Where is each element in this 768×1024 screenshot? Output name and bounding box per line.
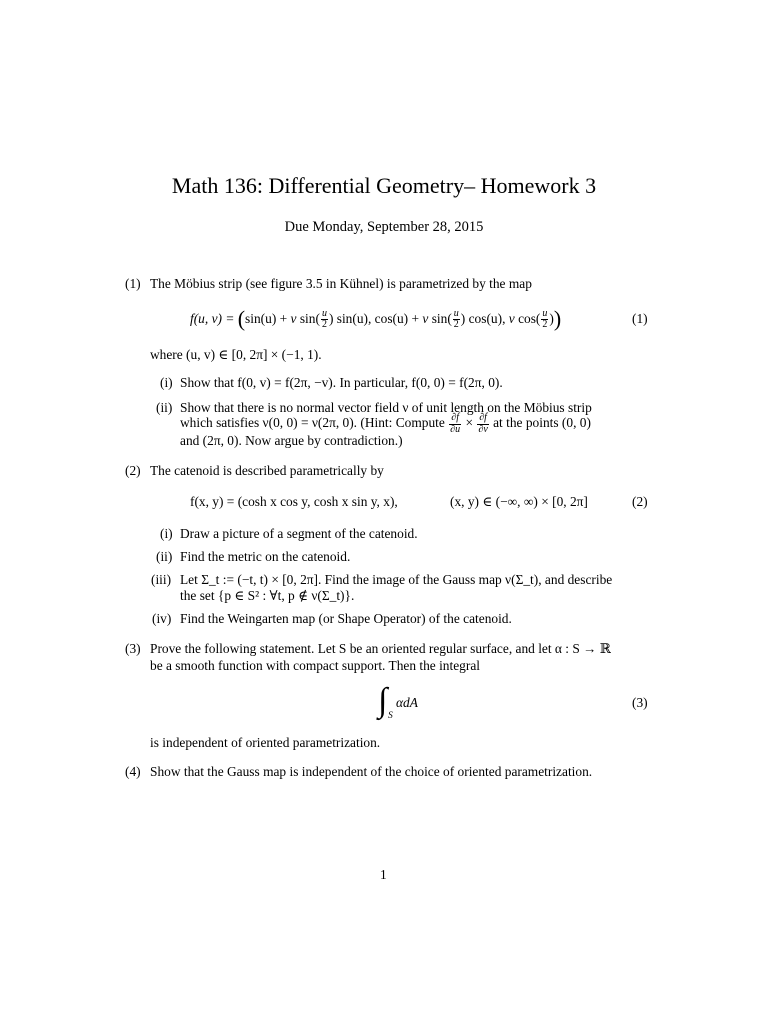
eq1-part2: sin( <box>296 311 320 326</box>
problem-3-line2: be a smooth function with compact support. Then the integral <box>150 658 480 673</box>
eq1-lhs: f(u, v) = <box>190 311 238 326</box>
equation-1-number: (1) <box>632 311 648 326</box>
problem-2-part-ii-text: Find the metric on the catenoid. <box>180 549 351 564</box>
problem-2-part-i-text: Draw a picture of a segment of the catenoid. <box>180 526 418 541</box>
equation-2-number: (2) <box>632 494 648 509</box>
problem-1-part-ii-line1: Show that there is no normal vector field ν of unit length on the Möbius strip <box>180 400 592 415</box>
problem-1-part-ii-label: (ii) <box>156 400 173 415</box>
problem-2-number: (2) <box>125 463 141 478</box>
problem-2-part-iv-text: Find the Weingarten map (or Shape Operator) of the catenoid. <box>180 611 512 626</box>
equation-2-domain: (x, y) ∈ (−∞, ∞) × [0, 2π] <box>450 494 588 509</box>
problem-4-text: Show that the Gauss map is independent of the choice of oriented parametrization. <box>150 764 593 779</box>
partial-f-partial-v: $\frac{\partial f}{\partial v}$ <box>478 412 488 435</box>
eq1-part3: ) sin(u), cos(u) + <box>328 311 423 326</box>
problem-1-part-ii-line3: and (2π, 0). Now argue by contradiction.) <box>180 433 403 448</box>
problem-1-intro: The Möbius strip (see figure 3.5 in Kühnel) is parametrized by the map <box>150 276 532 291</box>
eq1-part6: cos( <box>514 311 541 326</box>
equation-2: f(x, y) = (cosh x cos y, cosh x sin y, x), <box>190 494 398 509</box>
problem-1-part-i-label: (i) <box>160 375 173 390</box>
eq1-part5: ) cos(u), <box>460 311 509 326</box>
problem-1-part-ii-line2: which satisfies ν(0, 0) = ν(2π, 0). (Hint: Compute $\frac{\partial f}{\partial u}$ × $\frac{\partial f}{\partial v}$ at the points (0, 0) <box>180 412 591 435</box>
due-date: Due Monday, September 28, 2015 <box>284 219 484 235</box>
problem-2-part-iii-line1: Let Σ_t := (−t, t) × [0, 2π]. Find the image of the Gauss map ν(Σ_t), and describe <box>180 572 613 587</box>
equation-3-number: (3) <box>632 695 648 710</box>
problem-1-domain: where (u, v) ∈ [0, 2π] × (−1, 1). <box>150 347 322 362</box>
integral-body: αdA <box>396 695 418 710</box>
problem-2-part-iii-label: (iii) <box>151 572 172 587</box>
problem-1-part-i-text: Show that f(0, v) = f(2π, −v). In particular, f(0, 0) = f(2π, 0). <box>180 375 503 390</box>
eq1-part1: sin(u) + <box>245 311 291 326</box>
problem-4-number: (4) <box>125 764 141 779</box>
fraction-u-over-2: $\frac{u}{2}$ <box>453 307 459 331</box>
fraction-u-over-2: $\frac{u}{2}$ <box>542 307 548 331</box>
problem-3-number: (3) <box>125 641 141 656</box>
problem-2-part-i-label: (i) <box>160 526 173 541</box>
problem-2-part-iii-line2: the set {p ∈ S² : ∀t, p ∉ ν(Σ_t)}. <box>180 588 355 603</box>
document-title: Math 136: Differential Geometry– Homework 3 <box>171 173 597 198</box>
problem-3-line1: Prove the following statement. Let S be an oriented regular surface, and let α : S → ℝ <box>150 641 612 656</box>
problem-2-part-iv-label: (iv) <box>152 611 172 626</box>
problem-2-intro: The catenoid is described parametrically by <box>150 463 384 478</box>
problem-2-part-ii-label: (ii) <box>156 549 173 564</box>
integral-subscript: S <box>388 711 393 721</box>
problem-3-conclusion: is independent of oriented parametrization. <box>150 735 381 750</box>
problem-1-number: (1) <box>125 276 141 291</box>
equation-1: f(u, v) = (sin(u) + v sin( $\frac{u}{2}$ ) sin(u), cos(u) + v sin( $\frac{u}{2}$ ) cos(u), v cos( $\frac{u}{2}$ )) <box>190 306 562 331</box>
partial-f-partial-u: $\frac{\partial f}{\partial u}$ <box>450 412 461 435</box>
fraction-u-over-2: $\frac{u}{2}$ <box>321 307 327 331</box>
integral-sign: ∫ <box>378 682 388 719</box>
eq1-part4: sin( <box>428 311 452 326</box>
page-number: 1 <box>380 867 387 882</box>
